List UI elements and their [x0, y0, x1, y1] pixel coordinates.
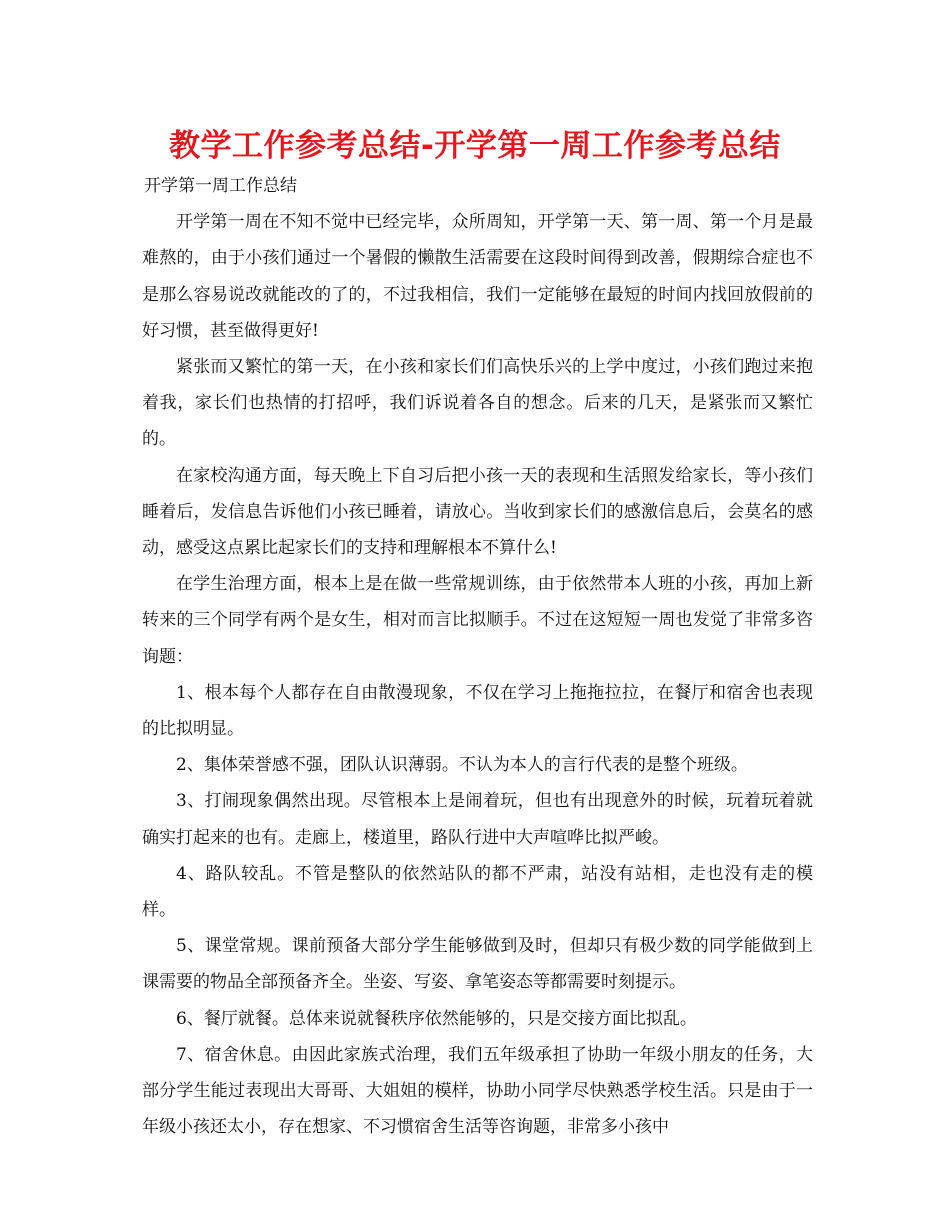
list-item-1: 1、根本每个人都存在自由散漫现象，不仅在学习上拖拖拉拉，在餐厅和宿舍也表现的比拟明显。: [142, 682, 813, 740]
paragraph-student-management: 在学生治理方面，根本上是在做一些常规训练，由于依然带本人班的小孩，再加上新转来的三个同学有两个是女生，相对而言比拟顺手。不过在这短短一周也发觉了非常多咨询题：: [142, 574, 813, 667]
list-item-6: 6、餐厅就餐。总体来说就餐秩序依然能够的，只是交接方面比拟乱。: [176, 1008, 697, 1029]
paragraph-intro: 开学第一周在不知不觉中已经完毕，众所周知，开学第一天、第一周、第一个月是最难熬的，由于小孩们通过一个暑假的懒散生活需要在这段时间得到改善，假期综合症也不是那么容易说改就能改的了的，不过我相信，我们一定能够在最短的时间内找回放假前的好习惯，甚至做得更好!: [142, 212, 813, 341]
document-body: [142, 168, 813, 1145]
document-subtitle: 开学第一周工作总结: [144, 176, 297, 196]
list-item-2: 2、集体荣誉感不强，团队认识薄弱。不认为本人的言行代表的是整个班级。: [176, 755, 748, 776]
list-item-3: 3、打闹现象偶然出现。尽管根本上是闹着玩，但也有出现意外的时候，玩着玩着就确实打起来的也有。走廊上，楼道里，路队行进中大声喧哗比拟严峻。: [142, 791, 813, 848]
list-item-7: 7、宿舍休息。由因此家族式治理，我们五年级承担了协助一年级小朋友的任务，大部分学生能过表现出大哥哥、大姐姐的模样，协助小同学尽快熟悉学校生活。只是由于一年级小孩还太小，存在想家、不习惯宿舍生活等咨询题，非常多小孩中: [142, 1044, 813, 1138]
list-item-4: 4、路队较乱。不管是整队的依然站队的都不严肃，站没有站相，走也没有走的模样。: [142, 863, 813, 921]
paragraph-first-day: 紧张而又繁忙的第一天，在小孩和家长们们高快乐兴的上学中度过，小孩们跑过来抱着我，家长们也热情的打招呼，我们诉说着各自的想念。后来的几天，是紧张而又繁忙的。: [142, 357, 813, 450]
document-title: 教学工作参考总结-开学第一周工作参考总结: [169, 128, 781, 164]
list-item-5: 5、课堂常规。课前预备大部分学生能够做到及时，但却只有极少数的同学能做到上课需要的物品全部预备齐全。坐姿、写姿、拿笔姿态等都需要时刻提示。: [142, 936, 813, 993]
paragraph-home-school: 在家校沟通方面，每天晚上下自习后把小孩一天的表现和生活照发给家长，等小孩们睡着后，发信息告诉他们小孩已睡着，请放心。当收到家长们的感激信息后，会莫名的感动，感受这点累比起家长们的支持和理解根本不算什么!: [142, 465, 813, 559]
